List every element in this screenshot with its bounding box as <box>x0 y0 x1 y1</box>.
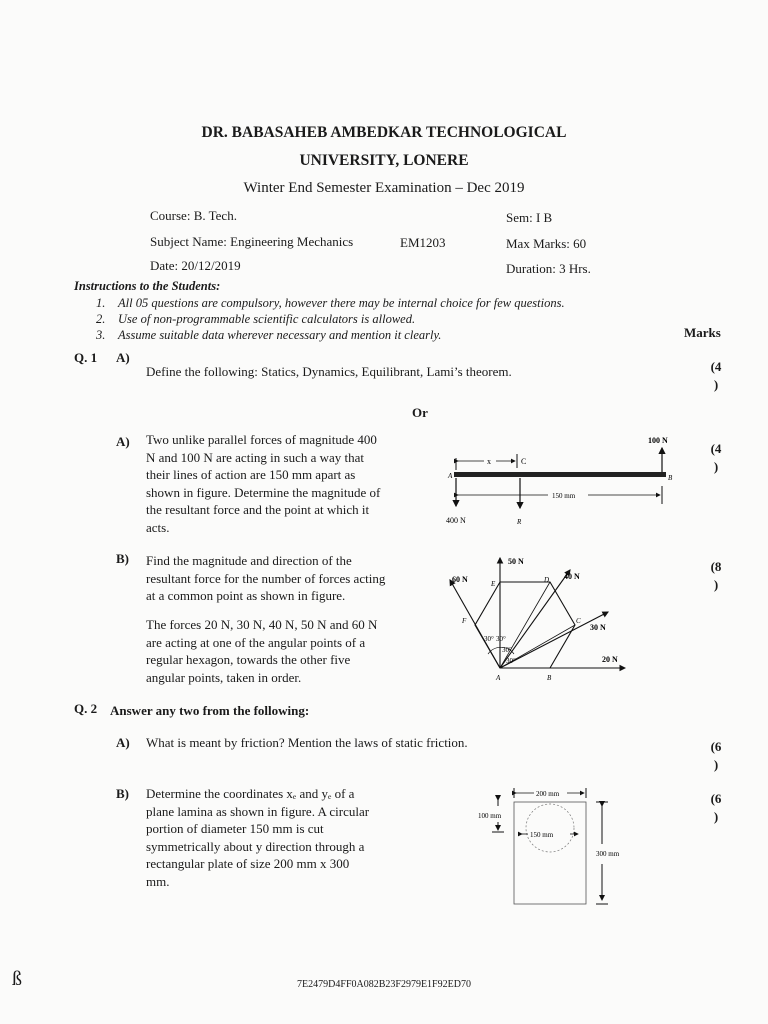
fig3-100mm-label: 100 mm <box>478 812 502 820</box>
fig2-angle-4: 30° <box>506 657 516 665</box>
handwritten-mark: ß <box>12 968 22 990</box>
hexagon-forces-figure <box>440 550 640 685</box>
instruction-text-3: Assume suitable data wherever necessary and mention it clearly. <box>118 328 442 342</box>
max-marks: Max Marks: 60 <box>506 236 587 251</box>
q2-a-marks: (6 ) <box>710 739 722 772</box>
circular-cutout <box>526 804 574 852</box>
university-name-line1: DR. BABASAHEB AMBEDKAR TECHNOLOGICAL <box>201 124 567 141</box>
fig2-b-label: B <box>547 674 552 682</box>
q2-a-text: What is meant by friction? Mention the laws of static friction. <box>146 735 468 750</box>
q1-a2-text: Two unlike parallel forces of magnitude 400 N and 100 N are acting in such a way that their lines of action are 150 mm apart as shown in figure. Determine the magnitude of the resultant force and the point at which it acts. <box>146 432 381 535</box>
rectangular-plate <box>514 802 586 904</box>
fig3-diameter-label: 150 mm <box>530 831 554 839</box>
q1-a2-label: A) <box>116 434 130 449</box>
q1-label: Q. 1 <box>74 350 98 365</box>
q1-a2-marks: (4 ) <box>710 441 722 474</box>
parallel-forces-figure <box>440 430 690 530</box>
q1-a-marks: (4 ) <box>710 359 722 392</box>
semester: Sem: I B <box>506 210 553 225</box>
instruction-num-1: 1. <box>96 296 106 310</box>
fig3-300mm-label: 300 mm <box>596 850 620 858</box>
fig2-e-label: E <box>491 580 496 588</box>
marks-header: Marks <box>684 325 721 340</box>
fig1-400n-label: 400 N <box>446 516 466 525</box>
fig1-c-label: C <box>521 457 527 466</box>
q2-a-label: A) <box>116 735 130 750</box>
university-name-line2: UNIVERSITY, LONERE <box>299 152 469 169</box>
instruction-num-3: 3. <box>96 328 106 342</box>
paper-code: 7E2479D4FF0A082B23F2979E1F92ED70 <box>297 979 471 990</box>
fig1-r-label: R <box>517 518 522 526</box>
course: Course: B. Tech. <box>150 208 237 223</box>
exam-date: Date: 20/12/2019 <box>150 258 241 273</box>
subject-name: Subject Name: Engineering Mechanics <box>150 234 354 249</box>
instructions-title: Instructions to the Students: <box>74 279 221 293</box>
q1-b-text-part1: Find the magnitude and direction of the resultant force for the number of forces acting at a common point as shown in figure. <box>146 553 386 603</box>
fig1-100n-label: 100 N <box>648 436 668 445</box>
fig2-20n-label: 20 N <box>602 655 618 664</box>
fig2-60n-label: 60 N <box>452 575 468 584</box>
instruction-text-1: All 05 questions are compulsory, however there may be internal choice for few questions. <box>118 296 565 310</box>
instruction-text-2: Use of non-programmable scientific calculators is allowed. <box>118 312 416 326</box>
fig1-b-label: B <box>668 474 673 482</box>
duration: Duration: 3 Hrs. <box>506 261 591 276</box>
fig2-angle-3: 30° <box>502 646 512 654</box>
q1-a-label: A) <box>116 350 130 365</box>
force-60n-arrow <box>450 580 500 668</box>
plane-lamina-figure <box>470 782 640 912</box>
or-separator: Or <box>412 405 428 420</box>
fig1-beam <box>454 472 666 477</box>
q2-b-marks: (6 ) <box>710 791 722 824</box>
fig2-50n-label: 50 N <box>508 557 524 566</box>
fig2-angle-1: 30° <box>484 635 494 643</box>
q2-b-text: Determine the coordinates xₑ and yₑ of a plane lamina as shown in figure. A circular portion of diameter 150 mm is cut symmetrically about y direction through a rectangular plate of size 200 mm x 300 mm. <box>146 786 370 889</box>
q1-b-label: B) <box>116 551 129 566</box>
fig2-d-label: D <box>544 576 550 584</box>
fig1-x-label: x <box>487 457 491 466</box>
q1-b-text-part2: The forces 20 N, 30 N, 40 N, 50 N and 60 N are acting at one of the angular points of a regular hexagon, towards the other five angular points, taken in order. <box>146 617 378 685</box>
q1-a-text: Define the following: Statics, Dynamics, Equilibrant, Lami’s theorem. <box>146 364 512 379</box>
fig2-f-label: F <box>462 617 467 625</box>
q2-b-label: B) <box>116 786 129 801</box>
fig2-a-label: A <box>496 674 501 682</box>
q2-label: Q. 2 <box>74 701 98 716</box>
instruction-num-2: 2. <box>96 312 106 326</box>
q2-title: Answer any two from the following: <box>110 703 310 718</box>
fig1-a-label: A <box>448 472 453 480</box>
fig1-dim-label: 150 mm <box>552 492 576 500</box>
q1-b-marks: (8 ) <box>710 559 722 592</box>
fig2-angle-2: 30° <box>496 635 506 643</box>
fig2-40n-label: 40 N <box>564 572 580 581</box>
subject-code: EM1203 <box>400 235 446 250</box>
fig2-30n-label: 30 N <box>590 623 606 632</box>
fig3-width-label: 200 mm <box>536 790 560 798</box>
fig2-c-label: C <box>576 617 581 625</box>
exam-title: Winter End Semester Examination – Dec 2019 <box>243 180 525 196</box>
